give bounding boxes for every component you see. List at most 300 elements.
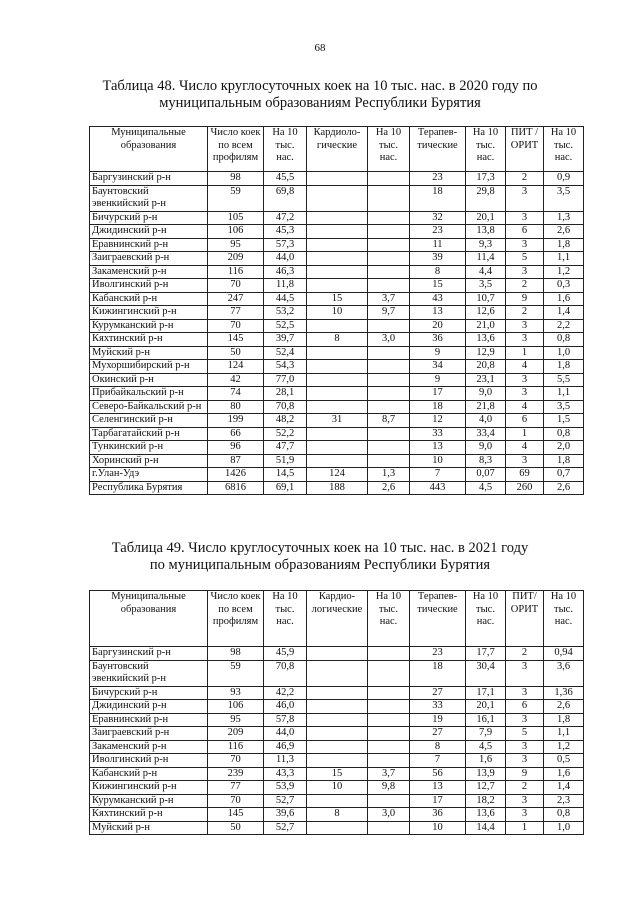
region-name-cell: Хоринский р-н <box>90 454 208 468</box>
table-48-title <box>60 78 580 112</box>
value-cell <box>307 454 368 468</box>
region-name-cell: Тарбагатайский р-н <box>90 427 208 441</box>
value-cell: 3 <box>506 808 544 822</box>
table-48-title-line-2: муниципальным образованиям Республики Бурятия <box>159 95 481 111</box>
value-cell: 10,7 <box>466 292 506 306</box>
value-cell: 2 <box>506 306 544 320</box>
value-cell: 1,3 <box>544 211 584 225</box>
value-cell: 4 <box>506 400 544 414</box>
value-cell: 69,8 <box>264 185 307 211</box>
column-header: Муниципальные образования <box>90 127 208 172</box>
value-cell: 2,6 <box>544 225 584 239</box>
region-name-cell: Кяхтинский р-н <box>90 333 208 347</box>
value-cell: 70 <box>208 794 264 808</box>
value-cell: 69 <box>506 468 544 482</box>
value-cell: 5 <box>506 252 544 266</box>
value-cell: 188 <box>307 481 368 495</box>
value-cell <box>307 319 368 333</box>
value-cell: 3 <box>506 686 544 700</box>
value-cell <box>368 346 410 360</box>
region-name-cell: Заиграевский р-н <box>90 727 208 741</box>
value-cell <box>368 686 410 700</box>
table-49-body <box>90 647 584 835</box>
value-cell: 39,6 <box>264 808 307 822</box>
value-cell <box>307 238 368 252</box>
value-cell <box>368 387 410 401</box>
value-cell: 50 <box>208 821 264 835</box>
value-cell: 96 <box>208 441 264 455</box>
table-49-title <box>60 540 580 574</box>
value-cell: 8 <box>410 740 466 754</box>
value-cell: 42 <box>208 373 264 387</box>
value-cell: 98 <box>208 647 264 661</box>
region-name-cell: Кабанский р-н <box>90 767 208 781</box>
table-48-body <box>90 172 584 495</box>
region-name-cell: Закаменский р-н <box>90 740 208 754</box>
value-cell: 52,4 <box>264 346 307 360</box>
column-header: Терапев- тические <box>410 591 466 647</box>
value-cell <box>368 727 410 741</box>
table-49-title-line-1: Таблица 49. Число круглосуточных коек на 10 тыс. нас. в 2021 году <box>111 540 529 556</box>
value-cell: 13 <box>410 441 466 455</box>
region-name-cell: Курумканский р-н <box>90 794 208 808</box>
value-cell: 124 <box>307 468 368 482</box>
value-cell: 74 <box>208 387 264 401</box>
table-row <box>90 794 584 808</box>
column-header: На 10 тыс. нас. <box>466 127 506 172</box>
column-header: Муниципальные образования <box>90 591 208 647</box>
value-cell: 1,4 <box>544 306 584 320</box>
value-cell: 20 <box>410 319 466 333</box>
value-cell: 46,3 <box>264 265 307 279</box>
value-cell: 56 <box>410 767 466 781</box>
value-cell: 9 <box>506 767 544 781</box>
column-header: Терапев- тические <box>410 127 466 172</box>
value-cell: 3 <box>506 740 544 754</box>
column-header: На 10 тыс. нас. <box>466 591 506 647</box>
value-cell <box>307 441 368 455</box>
value-cell: 80 <box>208 400 264 414</box>
value-cell <box>307 660 368 686</box>
value-cell: 1,2 <box>544 265 584 279</box>
value-cell: 3 <box>506 454 544 468</box>
column-header: На 10 тыс. нас. <box>544 591 584 647</box>
value-cell: 13 <box>410 306 466 320</box>
value-cell: 116 <box>208 740 264 754</box>
value-cell <box>368 713 410 727</box>
value-cell: 2 <box>506 781 544 795</box>
value-cell: 70,8 <box>264 400 307 414</box>
value-cell: 1,6 <box>466 754 506 768</box>
value-cell: 3 <box>506 333 544 347</box>
value-cell <box>307 821 368 835</box>
value-cell: 77,0 <box>264 373 307 387</box>
value-cell: 106 <box>208 225 264 239</box>
value-cell <box>307 360 368 374</box>
table-48 <box>89 126 584 495</box>
value-cell: 1,8 <box>544 360 584 374</box>
value-cell: 45,9 <box>264 647 307 661</box>
value-cell: 52,2 <box>264 427 307 441</box>
table-row <box>90 333 584 347</box>
value-cell: 53,2 <box>264 306 307 320</box>
value-cell: 20,1 <box>466 211 506 225</box>
value-cell: 17 <box>410 387 466 401</box>
value-cell: 8,7 <box>368 414 410 428</box>
region-name-cell: Окинский р-н <box>90 373 208 387</box>
value-cell: 32 <box>410 211 466 225</box>
value-cell: 12,9 <box>466 346 506 360</box>
value-cell: 3,7 <box>368 292 410 306</box>
column-header: На 10 тыс. нас. <box>544 127 584 172</box>
value-cell: 7 <box>410 754 466 768</box>
table-48-header <box>90 127 584 172</box>
table-49 <box>89 590 584 835</box>
value-cell: 16,1 <box>466 713 506 727</box>
value-cell: 36 <box>410 333 466 347</box>
value-cell: 19 <box>410 713 466 727</box>
value-cell <box>307 279 368 293</box>
value-cell: 1,0 <box>544 821 584 835</box>
value-cell: 0,8 <box>544 333 584 347</box>
value-cell: 7 <box>410 468 466 482</box>
value-cell <box>368 211 410 225</box>
value-cell <box>368 441 410 455</box>
value-cell: 4,0 <box>466 414 506 428</box>
value-cell: 14,4 <box>466 821 506 835</box>
region-name-cell: Еравнинский р-н <box>90 713 208 727</box>
value-cell: 9,8 <box>368 781 410 795</box>
table-row <box>90 252 584 266</box>
value-cell: 1,8 <box>544 454 584 468</box>
value-cell: 43 <box>410 292 466 306</box>
value-cell <box>307 387 368 401</box>
value-cell <box>307 427 368 441</box>
value-cell: 52,7 <box>264 794 307 808</box>
value-cell: 13,9 <box>466 767 506 781</box>
table-row <box>90 754 584 768</box>
value-cell: 15 <box>307 767 368 781</box>
value-cell: 3 <box>506 265 544 279</box>
value-cell: 1,1 <box>544 727 584 741</box>
value-cell: 0,94 <box>544 647 584 661</box>
value-cell: 1,2 <box>544 740 584 754</box>
value-cell: 0,8 <box>544 427 584 441</box>
value-cell: 27 <box>410 686 466 700</box>
value-cell: 46,0 <box>264 700 307 714</box>
value-cell: 145 <box>208 808 264 822</box>
column-header: Кардиоло- гические <box>307 127 368 172</box>
value-cell: 53,9 <box>264 781 307 795</box>
table-row <box>90 265 584 279</box>
value-cell: 3 <box>506 754 544 768</box>
value-cell: 8 <box>307 333 368 347</box>
value-cell: 9 <box>410 346 466 360</box>
value-cell: 31 <box>307 414 368 428</box>
value-cell: 9 <box>410 373 466 387</box>
value-cell <box>307 700 368 714</box>
value-cell: 1 <box>506 821 544 835</box>
value-cell: 33,4 <box>466 427 506 441</box>
column-header: Число коек по всем профилям <box>208 591 264 647</box>
region-name-cell: Закаменский р-н <box>90 265 208 279</box>
value-cell: 33 <box>410 700 466 714</box>
region-name-cell: Иволгинский р-н <box>90 754 208 768</box>
value-cell: 3 <box>506 319 544 333</box>
value-cell: 13,8 <box>466 225 506 239</box>
region-name-cell: г.Улан-Удэ <box>90 468 208 482</box>
region-name-cell: Баунтовский эвенкийский р-н <box>90 660 208 686</box>
value-cell: 10 <box>307 306 368 320</box>
value-cell <box>368 185 410 211</box>
value-cell <box>307 727 368 741</box>
value-cell <box>307 713 368 727</box>
value-cell: 10 <box>307 781 368 795</box>
value-cell <box>368 740 410 754</box>
value-cell: 5 <box>506 727 544 741</box>
value-cell: 9 <box>506 292 544 306</box>
table-row <box>90 647 584 661</box>
value-cell: 5,5 <box>544 373 584 387</box>
value-cell <box>368 794 410 808</box>
value-cell: 52,7 <box>264 821 307 835</box>
value-cell: 42,2 <box>264 686 307 700</box>
table-row <box>90 185 584 211</box>
value-cell: 34 <box>410 360 466 374</box>
value-cell: 23,1 <box>466 373 506 387</box>
value-cell: 4,4 <box>466 265 506 279</box>
value-cell: 93 <box>208 686 264 700</box>
value-cell: 3 <box>506 660 544 686</box>
value-cell: 9,0 <box>466 387 506 401</box>
value-cell: 29,8 <box>466 185 506 211</box>
value-cell <box>368 360 410 374</box>
value-cell: 1,6 <box>544 292 584 306</box>
table-row <box>90 441 584 455</box>
value-cell: 18 <box>410 660 466 686</box>
value-cell <box>307 265 368 279</box>
value-cell: 3 <box>506 373 544 387</box>
value-cell: 23 <box>410 172 466 186</box>
value-cell: 17,1 <box>466 686 506 700</box>
value-cell: 247 <box>208 292 264 306</box>
value-cell: 70 <box>208 279 264 293</box>
value-cell: 105 <box>208 211 264 225</box>
value-cell: 44,5 <box>264 292 307 306</box>
value-cell: 260 <box>506 481 544 495</box>
value-cell: 11,8 <box>264 279 307 293</box>
value-cell <box>307 211 368 225</box>
table-row <box>90 686 584 700</box>
value-cell: 3,5 <box>544 185 584 211</box>
column-header: Число коек по всем профилям <box>208 127 264 172</box>
value-cell: 44,0 <box>264 252 307 266</box>
table-row <box>90 660 584 686</box>
value-cell: 95 <box>208 238 264 252</box>
column-header: ПИТ / ОРИТ <box>506 127 544 172</box>
value-cell: 2,6 <box>368 481 410 495</box>
value-cell: 3 <box>506 387 544 401</box>
value-cell: 0,07 <box>466 468 506 482</box>
value-cell: 8 <box>410 265 466 279</box>
value-cell <box>368 754 410 768</box>
region-name-cell: Муйский р-н <box>90 346 208 360</box>
table-row <box>90 360 584 374</box>
value-cell: 17,7 <box>466 647 506 661</box>
value-cell: 23 <box>410 225 466 239</box>
value-cell <box>368 427 410 441</box>
value-cell <box>307 400 368 414</box>
value-cell: 3,7 <box>368 767 410 781</box>
value-cell: 1,36 <box>544 686 584 700</box>
value-cell: 6816 <box>208 481 264 495</box>
value-cell: 0,8 <box>544 808 584 822</box>
value-cell: 11 <box>410 238 466 252</box>
region-name-cell: Северо-Байкальский р-н <box>90 400 208 414</box>
value-cell: 2,6 <box>544 700 584 714</box>
value-cell: 57,3 <box>264 238 307 252</box>
value-cell: 3 <box>506 794 544 808</box>
region-name-cell: Баргузинский р-н <box>90 172 208 186</box>
value-cell: 12 <box>410 414 466 428</box>
value-cell <box>368 821 410 835</box>
value-cell: 0,5 <box>544 754 584 768</box>
table-row <box>90 727 584 741</box>
value-cell: 1 <box>506 346 544 360</box>
value-cell: 8,3 <box>466 454 506 468</box>
value-cell: 11,4 <box>466 252 506 266</box>
value-cell: 3,5 <box>544 400 584 414</box>
value-cell <box>368 319 410 333</box>
value-cell: 70 <box>208 319 264 333</box>
value-cell <box>368 400 410 414</box>
table-row <box>90 781 584 795</box>
table-row <box>90 211 584 225</box>
value-cell: 39,7 <box>264 333 307 347</box>
table-49-title-line-2: по муниципальным образованиям Республики Бурятия <box>149 557 491 573</box>
value-cell: 3,0 <box>368 808 410 822</box>
value-cell: 1 <box>506 427 544 441</box>
value-cell <box>307 740 368 754</box>
region-name-cell: Бичурский р-н <box>90 211 208 225</box>
table-row <box>90 427 584 441</box>
value-cell: 116 <box>208 265 264 279</box>
value-cell: 9,3 <box>466 238 506 252</box>
table-row <box>90 481 584 495</box>
value-cell: 4,5 <box>466 481 506 495</box>
column-header: На 10 тыс. нас. <box>264 591 307 647</box>
region-name-cell: Баргузинский р-н <box>90 647 208 661</box>
value-cell: 3 <box>506 185 544 211</box>
region-name-cell: Курумканский р-н <box>90 319 208 333</box>
value-cell <box>368 238 410 252</box>
column-header: На 10 тыс. нас. <box>368 127 410 172</box>
value-cell <box>368 454 410 468</box>
table-row <box>90 172 584 186</box>
value-cell: 45,3 <box>264 225 307 239</box>
value-cell: 70,8 <box>264 660 307 686</box>
region-name-cell: Джидинский р-н <box>90 225 208 239</box>
value-cell: 50 <box>208 346 264 360</box>
value-cell <box>307 346 368 360</box>
value-cell: 1,8 <box>544 713 584 727</box>
value-cell <box>307 185 368 211</box>
value-cell: 57,8 <box>264 713 307 727</box>
value-cell <box>307 794 368 808</box>
value-cell: 77 <box>208 781 264 795</box>
value-cell: 21,0 <box>466 319 506 333</box>
value-cell: 48,2 <box>264 414 307 428</box>
table-row <box>90 400 584 414</box>
value-cell <box>368 172 410 186</box>
value-cell: 23 <box>410 647 466 661</box>
table-row <box>90 468 584 482</box>
value-cell: 3 <box>506 713 544 727</box>
value-cell: 0,9 <box>544 172 584 186</box>
region-name-cell: Кижингинский р-н <box>90 781 208 795</box>
table-row <box>90 767 584 781</box>
value-cell: 145 <box>208 333 264 347</box>
region-name-cell: Кижингинский р-н <box>90 306 208 320</box>
region-name-cell: Муйский р-н <box>90 821 208 835</box>
value-cell: 13,6 <box>466 333 506 347</box>
value-cell: 10 <box>410 454 466 468</box>
region-name-cell: Бичурский р-н <box>90 686 208 700</box>
value-cell: 11,3 <box>264 754 307 768</box>
value-cell: 15 <box>410 279 466 293</box>
value-cell: 95 <box>208 713 264 727</box>
value-cell: 39 <box>410 252 466 266</box>
value-cell: 239 <box>208 767 264 781</box>
value-cell: 45,5 <box>264 172 307 186</box>
table-row <box>90 373 584 387</box>
value-cell: 59 <box>208 185 264 211</box>
value-cell: 3,5 <box>466 279 506 293</box>
value-cell: 13 <box>410 781 466 795</box>
value-cell: 6 <box>506 700 544 714</box>
value-cell <box>307 754 368 768</box>
value-cell: 0,7 <box>544 468 584 482</box>
value-cell: 59 <box>208 660 264 686</box>
value-cell: 30,4 <box>466 660 506 686</box>
value-cell: 2,2 <box>544 319 584 333</box>
value-cell: 209 <box>208 727 264 741</box>
value-cell <box>368 373 410 387</box>
value-cell: 18 <box>410 185 466 211</box>
value-cell: 443 <box>410 481 466 495</box>
value-cell <box>368 660 410 686</box>
table-row <box>90 346 584 360</box>
value-cell: 18 <box>410 400 466 414</box>
value-cell: 6 <box>506 225 544 239</box>
region-name-cell: Еравнинский р-н <box>90 238 208 252</box>
column-header: Кардио- логические <box>307 591 368 647</box>
value-cell: 54,3 <box>264 360 307 374</box>
region-name-cell: Мухоршибирский р-н <box>90 360 208 374</box>
region-name-cell: Джидинский р-н <box>90 700 208 714</box>
value-cell: 52,5 <box>264 319 307 333</box>
table-row <box>90 821 584 835</box>
value-cell: 3 <box>506 211 544 225</box>
value-cell: 36 <box>410 808 466 822</box>
value-cell <box>307 686 368 700</box>
value-cell <box>307 373 368 387</box>
value-cell: 1426 <box>208 468 264 482</box>
value-cell: 44,0 <box>264 727 307 741</box>
value-cell: 47,7 <box>264 441 307 455</box>
region-name-cell: Селенгинский р-н <box>90 414 208 428</box>
value-cell: 47,2 <box>264 211 307 225</box>
